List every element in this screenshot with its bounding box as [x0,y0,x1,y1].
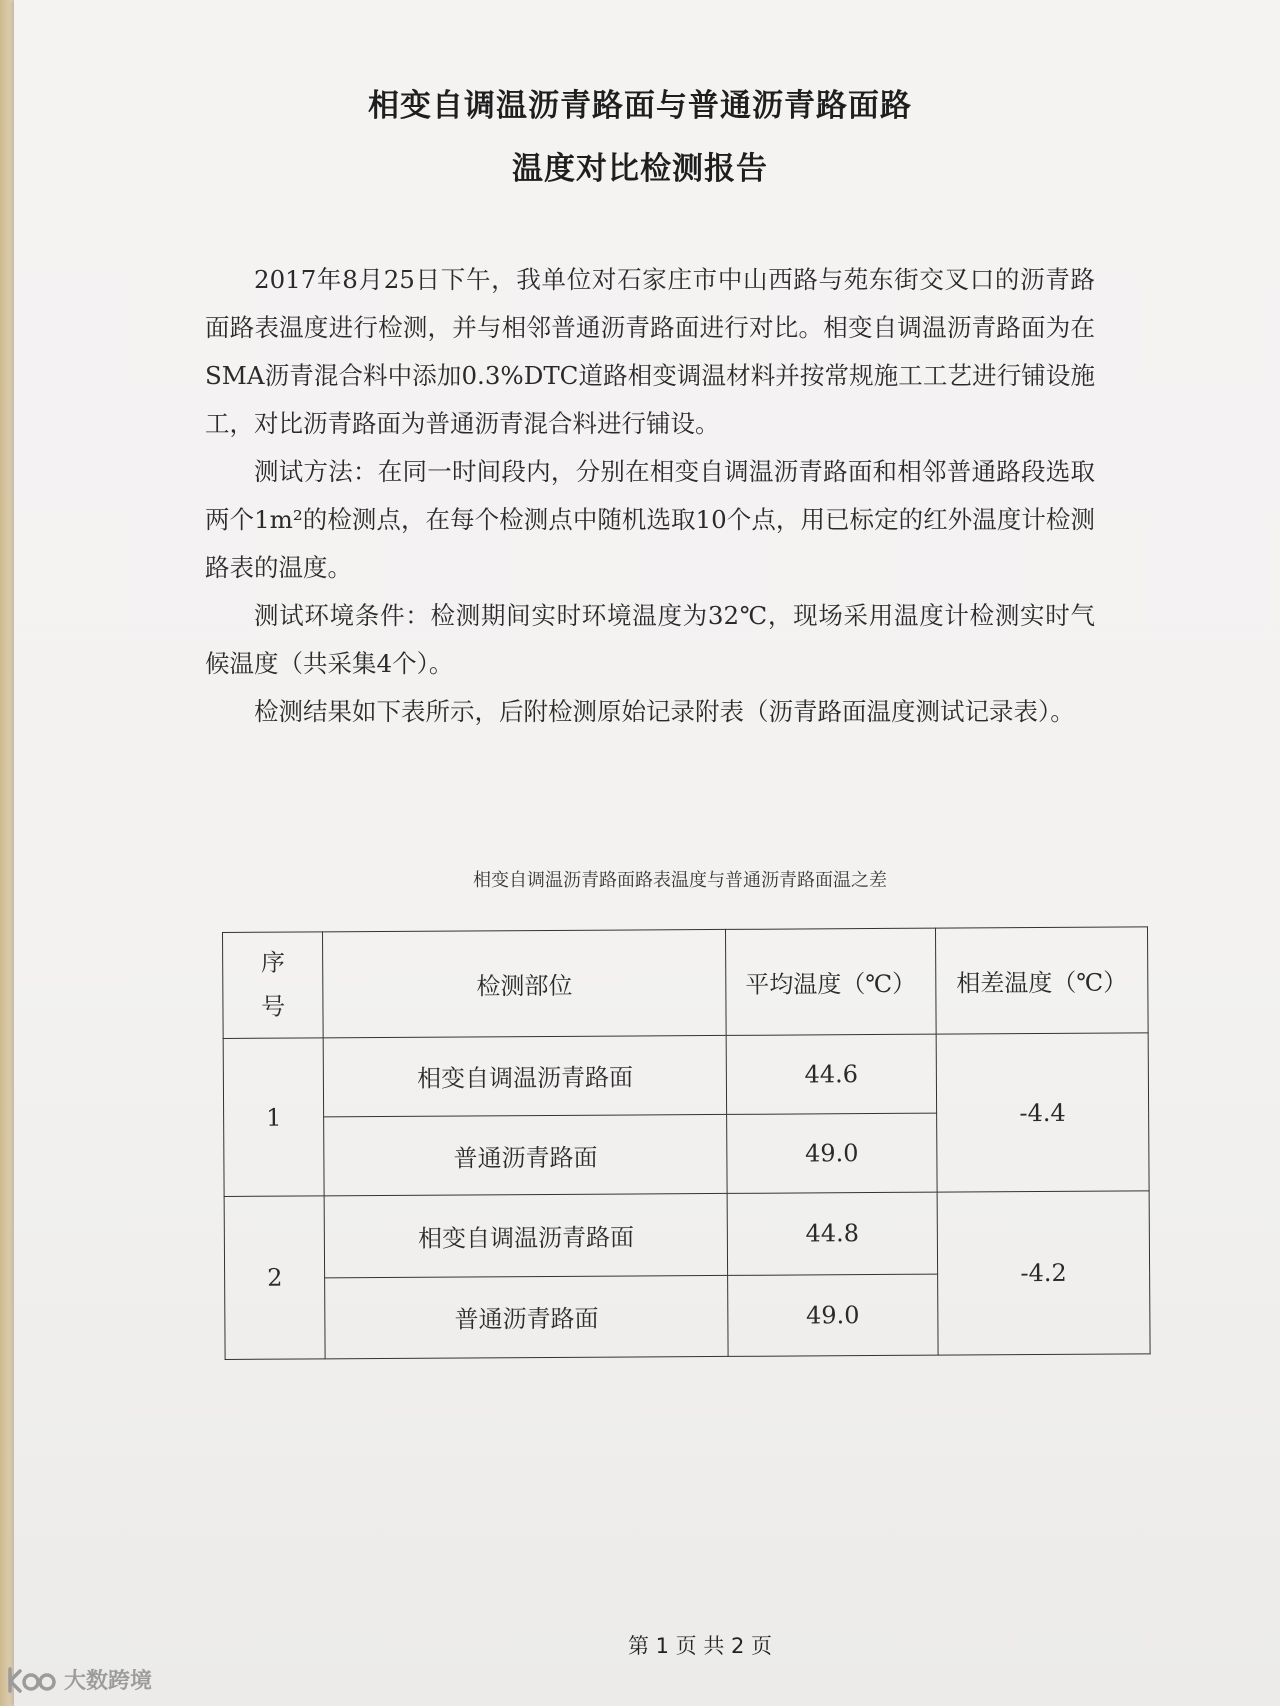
watermark [4,1664,152,1695]
row-seq: 2 [224,1196,325,1359]
page-footer: 第 1 页 共 2 页 [627,1634,773,1658]
row-diff: -4.4 [936,1033,1149,1193]
table-caption: 相变自调温沥青路面路表温度与普通沥青路面温之差 [473,870,887,891]
row-diff: -4.2 [937,1191,1150,1355]
row-part: 相变自调温沥青路面 [324,1035,727,1117]
report-title-line2: 温度对比检测报告 [512,151,768,187]
row-part: 普通沥青路面 [324,1114,727,1196]
table-row [224,1191,1149,1278]
header-diff: 相差温度（℃） [935,927,1148,1034]
row-seq: 1 [223,1038,324,1197]
row-avg: 44.6 [726,1034,937,1115]
paragraph-results: 检测结果如下表所示，后附检测原始记录附表（沥青路面温度测试记录表）。 [254,697,1075,726]
watermark-text: 大数跨境 [64,1669,153,1694]
paragraph-method: 测试方法：在同一时间段内，分别在相变自调温沥青路面和相邻普通路段选取两个1m²的检测点，在每个检测点中随机选取10个点，用已标定的红外温度计检测路表的温度。 [205,457,1095,582]
report-body [205,256,1095,736]
header-avg: 平均温度（℃） [725,928,936,1035]
row-part: 相变自调温沥青路面 [325,1194,728,1278]
header-seq [223,932,324,1038]
header-part: 检测部位 [323,929,726,1037]
result-table [222,926,1151,1360]
kdo-logo-icon [4,1665,58,1695]
table-row [223,1033,1148,1118]
row-avg: 44.8 [727,1192,938,1275]
paragraph-intro: 2017年8月25日下午，我单位对石家庄市中山西路与苑东街交叉口的沥青路面路表温度进行检测，并与相邻普通沥青路面进行对比。相变自调温沥青路面为在SMA沥青混合料中添加0.3%DTC道路相变调温材料并按常规施工工艺进行铺设施工，对比沥青路面为普通沥青混合料进行铺设。 [205,265,1095,438]
row-avg: 49.0 [726,1113,937,1194]
row-avg: 49.0 [727,1274,938,1357]
row-part: 普通沥青路面 [325,1275,728,1359]
paragraph-environment: 测试环境条件：检测期间实时环境温度为32℃，现场采用温度计检测实时气候温度（共采集4个）。 [205,601,1095,678]
table-header-row [223,927,1149,1038]
header-seq-line1: 序 [260,948,286,978]
header-seq-line2: 号 [261,992,286,1022]
report-title-line1: 相变自调温沥青路面与普通沥青路面路 [368,88,912,124]
